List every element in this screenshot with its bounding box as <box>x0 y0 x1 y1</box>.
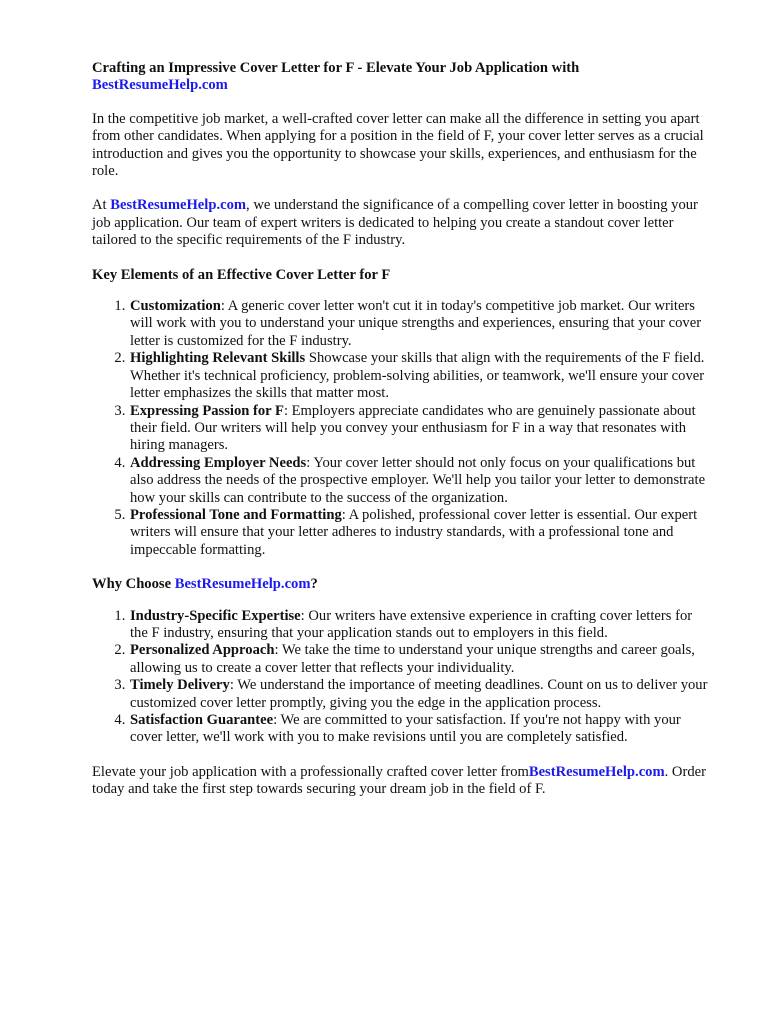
about-link[interactable]: BestResumeHelp.com <box>110 197 247 214</box>
list-item: 4. Satisfaction Guarantee: We are committed to your satisfaction. If you're not happy with your cover letter, we'll work with you to make revisions until you are completely satisfied. <box>129 712 708 747</box>
list-item: 1. Customization: A generic cover letter won't cut it in today's competitive job market. Our writers will work with you to understand your unique strengths and experiences, ensuring that your cover letter is customized for the F industry. <box>129 298 708 350</box>
why-list <box>92 608 708 747</box>
item-text: A generic cover letter won't cut it in today's competitive job market. Our writers will work with you to understand your unique strengths and experiences, ensuring that your cover letter is customized for the F industry. <box>130 298 702 349</box>
item-text: Showcase your skills that align with the requirements of the F field. Whether it's technical proficiency, problem-solving abilities, or teamwork, we'll ensure your cover letter emphasizes the skills that matter most. <box>130 350 705 402</box>
item-text: Our writers have extensive experience in crafting cover letters for the F industry, ensuring that your application stands out to employers in this field. <box>130 607 693 641</box>
about-paragraph <box>92 197 708 249</box>
page-title <box>92 60 708 95</box>
item-term: Industry-Specific Expertise <box>130 607 301 624</box>
why-heading: Why Choose BestResumeHelp.com? <box>92 576 318 593</box>
list-item: 5. Professional Tone and Formatting: A polished, professional cover letter is essential. Our expert writers will ensure that your letter adheres to industry standards, with a professional tone and impeccable formatting. <box>129 507 708 559</box>
list-item <box>129 350 708 402</box>
item-term: Customization <box>130 298 221 315</box>
list-item: 4. Addressing Employer Needs: Your cover letter should not only focus on your qualifications but also address the needs of the prospective employer. We'll help you tailor your letter to demonstrate how your skills can contribute to the success of the organization. <box>129 455 708 507</box>
list-item: 3. Expressing Passion for F: Employers appreciate candidates who are genuinely passionate about their field. Our writers will help you convey your enthusiasm for F in a way that resonates with hiring managers. <box>129 403 708 455</box>
item-term: Highlighting Relevant Skills <box>130 350 306 367</box>
item-text: We understand the importance of meeting deadlines. Count on us to deliver your customized cover letter promptly, giving you the edge in the application process. <box>130 677 708 711</box>
closing-paragraph: Elevate your job application with a professionally crafted cover letter fromBestResumeHelp.com. Order today and take the first step towards securing your dream job in the field of F. <box>92 763 706 798</box>
key-elements-heading: Key Elements of an Effective Cover Letter for F <box>92 266 391 283</box>
list-item: 3. Timely Delivery: We understand the importance of meeting deadlines. Count on us to deliver your customized cover letter promptly, giving you the edge in the application process. <box>129 677 708 712</box>
item-term: Satisfaction Guarantee <box>130 712 274 728</box>
about-text: , we understand the significance of a compelling cover letter in boosting your job application. Our team of expert writers is dedicated to helping you create a standout cover letter tailored to the specific requirements of the F industry. <box>92 197 698 249</box>
why-link[interactable]: BestResumeHelp.com <box>174 576 311 593</box>
item-term: Professional Tone and Formatting <box>130 506 342 523</box>
item-text: Your cover letter should not only focus on your qualifications but also address the needs of the prospective employer. We'll help you tailor your letter to demonstrate how your skills can contribute to the success of the organization. <box>130 454 706 506</box>
item-term: Addressing Employer Needs <box>130 454 307 471</box>
item-term: Personalized Approach <box>130 642 275 659</box>
key-elements-list <box>92 298 708 559</box>
title-link[interactable]: BestResumeHelp.com <box>92 77 228 94</box>
list-item: 1. Industry-Specific Expertise: Our writers have extensive experience in crafting cover letters for the F industry, ensuring that your application stands out to employers in this field. <box>129 608 708 643</box>
item-term: Expressing Passion for F <box>130 402 284 419</box>
item-term: Timely Delivery <box>130 677 230 694</box>
about-prefix: At <box>92 197 111 214</box>
list-item: 2. Personalized Approach: We take the time to understand your unique strengths and career goals, allowing us to create a cover letter that reflects your individuality. <box>129 642 708 677</box>
item-text: A polished, professional cover letter is essential. Our expert writers will ensure that your letter adheres to industry standards, with a professional tone and impeccable formatting. <box>130 506 698 558</box>
intro-paragraph: In the competitive job market, a well-crafted cover letter can make all the difference in setting you apart from other candidates. When applying for a position in the field of F, your cover letter serves as a crucial introduction and gives you the opportunity to showcase your skills, experiences, and enthusiasm for the role. <box>92 110 704 180</box>
item-text: We take the time to understand your unique strengths and career goals, allowing us to create a cover letter that reflects your individuality. <box>130 642 695 676</box>
title-text: Crafting an Impressive Cover Letter for F - Elevate Your Job Application with <box>92 60 580 76</box>
closing-link[interactable]: BestResumeHelp.com <box>528 763 665 780</box>
item-text: We are committed to your satisfaction. If you're not happy with your cover letter, we'll work with you to make revisions until you are completely satisfied. <box>130 712 681 746</box>
item-text: Employers appreciate candidates who are genuinely passionate about their field. Our writers will help you convey your enthusiasm for F in a way that resonates with hiring managers. <box>130 402 696 454</box>
